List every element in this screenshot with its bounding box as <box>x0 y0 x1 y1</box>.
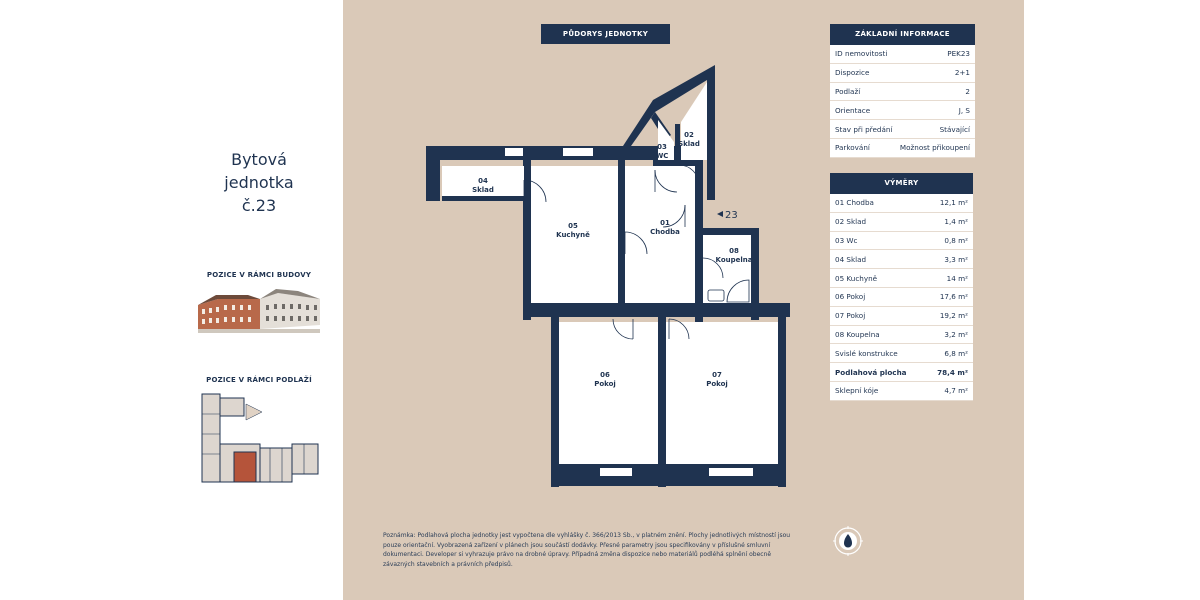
info-row <box>830 45 975 64</box>
highlighted-unit <box>234 452 256 482</box>
area-label: 05 Kuchyně <box>835 273 878 283</box>
unit-marker: 23 <box>725 210 738 221</box>
floor-plan <box>423 60 803 490</box>
room-05-num: 05 <box>568 222 578 230</box>
info-row <box>830 139 975 158</box>
room-07-name: Pokoj <box>706 380 728 388</box>
basic-info-header: ZÁKLADNÍ INFORMACE <box>830 24 975 45</box>
info-value: 2+1 <box>954 68 970 78</box>
unit-title-line1: Bytová <box>231 150 287 169</box>
info-label: Podlaží <box>835 86 861 96</box>
area-value: 78,4 m² <box>937 367 968 377</box>
info-value: Stávající <box>939 124 970 134</box>
area-row <box>830 250 973 269</box>
area-row <box>830 232 973 251</box>
area-label: 03 Wc <box>835 235 858 245</box>
areas-header: VÝMĚRY <box>830 173 973 194</box>
room-05-name: Kuchyně <box>556 231 590 239</box>
position-floor-label: POZICE V RÁMCI PODLAŽÍ <box>206 376 312 384</box>
area-label: 01 Chodba <box>835 198 874 208</box>
info-label: Stav při předání <box>835 124 893 134</box>
area-label: 08 Koupelna <box>835 329 880 339</box>
area-value: 4,7 m² <box>944 386 968 396</box>
info-row <box>830 101 975 120</box>
basic-info-table <box>830 24 975 158</box>
area-value: 17,6 m² <box>939 292 968 302</box>
compass-icon <box>833 526 863 556</box>
info-row <box>830 83 975 102</box>
area-row <box>830 307 973 326</box>
room-02-num: 02 <box>684 131 694 139</box>
room-02-fill <box>681 82 707 160</box>
room-03-label <box>656 143 669 160</box>
area-value: 14 m² <box>946 273 968 283</box>
left-panel <box>175 0 343 600</box>
area-row <box>830 213 973 232</box>
room-03-name: WC <box>655 152 669 160</box>
room-07-fill <box>666 322 778 464</box>
area-label: Sklepní kóje <box>835 386 879 396</box>
unit-title <box>175 148 343 217</box>
entrance-arrow-icon <box>717 211 723 217</box>
area-row <box>830 269 973 288</box>
room-08-num: 08 <box>729 247 739 255</box>
rooms <box>442 82 778 464</box>
info-row <box>830 120 975 139</box>
room-06-num: 06 <box>600 371 610 379</box>
room-07-num: 07 <box>712 371 722 379</box>
room-01-name: Chodba <box>650 228 680 236</box>
area-row <box>830 344 973 363</box>
area-label: Svislé konstrukce <box>835 348 898 358</box>
info-label: Orientace <box>835 105 871 115</box>
area-label: Podlahová plocha <box>835 367 907 377</box>
building-thumbnail <box>198 285 320 333</box>
info-value: 2 <box>965 86 970 96</box>
room-08-name: Koupelna <box>715 256 753 264</box>
area-value: 19,2 m² <box>939 311 968 321</box>
area-value: 3,2 m² <box>944 329 968 339</box>
info-label: ID nemovitosti <box>835 49 888 59</box>
info-value: Možnost přikoupení <box>899 143 970 153</box>
unit-title-line2: jednotka <box>224 173 294 192</box>
plan-area <box>343 0 1024 600</box>
info-label: Dispozice <box>835 68 870 78</box>
info-value: PEK23 <box>947 49 970 59</box>
area-row <box>830 326 973 345</box>
room-04-num: 04 <box>478 177 488 185</box>
plan-header: PŮDORYS JEDNOTKY <box>541 24 670 44</box>
unit-title-line3: č.23 <box>241 196 277 215</box>
area-row <box>830 288 973 307</box>
info-value: J, S <box>958 105 970 115</box>
area-label: 02 Sklad <box>835 217 867 227</box>
info-label: Parkování <box>835 143 870 153</box>
areas-table <box>830 173 973 401</box>
position-building-label: POZICE V RÁMCI BUDOVY <box>206 271 312 279</box>
room-01-num: 01 <box>660 219 670 227</box>
room-03-num: 03 <box>657 143 667 151</box>
floor-thumbnail <box>200 390 320 486</box>
room-04-name: Sklad <box>472 186 494 194</box>
area-row-total <box>830 363 973 382</box>
info-row <box>830 64 975 83</box>
area-value: 1,4 m² <box>944 217 968 227</box>
area-row <box>830 194 973 213</box>
area-row <box>830 382 973 401</box>
area-value: 12,1 m² <box>939 198 968 208</box>
area-label: 07 Pokoj <box>835 311 866 321</box>
area-label: 06 Pokoj <box>835 292 866 302</box>
area-label: 04 Sklad <box>835 254 867 264</box>
room-08-fill <box>703 235 751 303</box>
area-value: 6,8 m² <box>944 348 968 358</box>
area-value: 0,8 m² <box>944 235 968 245</box>
room-06-fill <box>559 322 658 464</box>
area-value: 3,3 m² <box>944 254 968 264</box>
legal-note: Poznámka: Podlahová plocha jednotky jest vypočtena dle vyhlášky č. 366/2013 Sb., v platném znění. Plochy jednotlivých místností jsou pouze orientační. Vyobrazená zařízení v plánech jsou součástí dodávky. Přesné parametry jsou specifikovány v příslušné smluvní dokumentaci. Developer si vyhrazuje právo na drobné úpravy. Případná změna dispozice nebo materiálů podléhá splnění obecně závazných stavebních a právních předpisů. <box>383 532 791 568</box>
room-02-name: Sklad <box>678 140 700 148</box>
room-06-name: Pokoj <box>594 380 616 388</box>
